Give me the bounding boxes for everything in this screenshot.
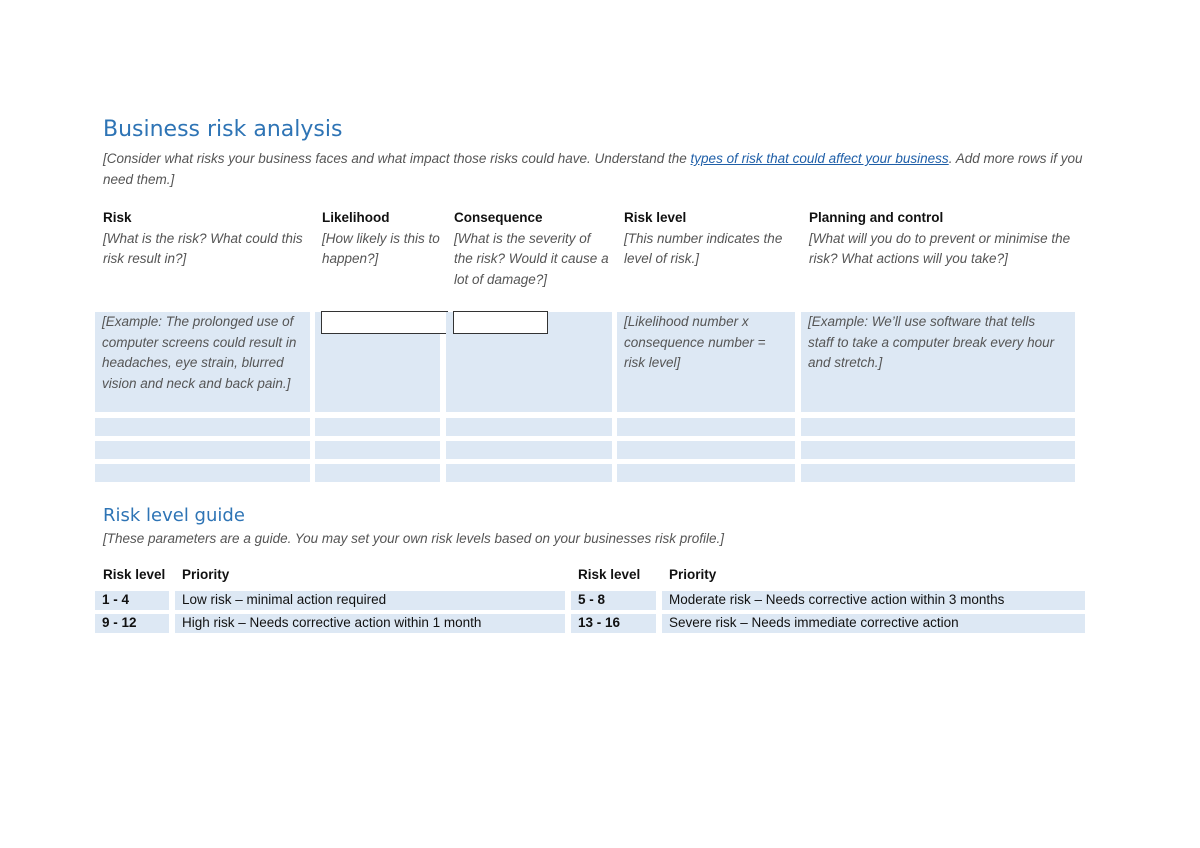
col-desc: [What will you do to prevent or minimise the risk? What actions will you take?] (809, 230, 1071, 266)
guide-header-level-left: Risk level (103, 567, 166, 582)
consequence-input[interactable] (453, 311, 548, 334)
col-header-planning (809, 208, 1074, 270)
guide-level: 13 - 16 (578, 615, 621, 630)
example-likelihood-cell[interactable] (315, 312, 440, 412)
guide-priority-cell (175, 591, 565, 610)
risk-types-link[interactable]: types of risk that could affect your business (690, 151, 949, 166)
example-risk-level-text: [Likelihood number x consequence number = risk level] (624, 314, 766, 370)
empty-cell-planning[interactable] (801, 464, 1075, 482)
guide-level-cell (95, 614, 169, 633)
empty-cell-planning[interactable] (801, 441, 1075, 459)
col-header-risk-level (624, 208, 789, 270)
guide-header-priority-left: Priority (182, 567, 230, 582)
guide-priority: Severe risk – Needs immediate corrective action (669, 615, 959, 630)
empty-cell-consequence[interactable] (446, 441, 612, 459)
empty-cell-risk[interactable] (95, 464, 310, 482)
col-desc: [This number indicates the level of risk.] (624, 230, 783, 266)
col-title: Risk (103, 210, 132, 225)
guide-title: Risk level guide (103, 505, 245, 526)
guide-level-cell (95, 591, 169, 610)
guide-intro: [These parameters are a guide. You may set your own risk levels based on your businesses risk profile.] (103, 531, 725, 546)
page-title: Business risk analysis (103, 117, 343, 142)
col-desc: [What is the risk? What could this risk result in?] (103, 230, 303, 266)
empty-cell-likelihood[interactable] (315, 418, 440, 436)
likelihood-input[interactable] (321, 311, 448, 334)
guide-priority-cell (662, 591, 1085, 610)
guide-priority: Moderate risk – Needs corrective action within 3 months (669, 592, 1005, 607)
intro-text-after: . Add more rows if you need them.] (103, 151, 1083, 187)
guide-level: 9 - 12 (102, 615, 137, 630)
example-risk-text: [Example: The prolonged use of computer screens could result in headaches, eye strain, blurred vision and neck and back pain.] (102, 314, 297, 391)
col-desc: [How likely is this to happen?] (322, 230, 440, 266)
col-header-likelihood (322, 208, 440, 270)
col-desc: [What is the severity of the risk? Would it cause a lot of damage?] (454, 230, 609, 287)
col-title: Planning and control (809, 210, 944, 225)
empty-cell-risk-level[interactable] (617, 441, 795, 459)
guide-header-priority-right: Priority (669, 567, 717, 582)
col-title: Likelihood (322, 210, 390, 225)
example-planning-text: [Example: We’ll use software that tells staff to take a computer break every hour and stretch.] (808, 314, 1055, 370)
example-consequence-cell[interactable] (446, 312, 612, 412)
guide-priority-cell (175, 614, 565, 633)
col-title: Consequence (454, 210, 543, 225)
col-title: Risk level (624, 210, 687, 225)
example-risk-level-cell[interactable] (617, 312, 795, 412)
empty-cell-planning[interactable] (801, 418, 1075, 436)
empty-cell-risk[interactable] (95, 418, 310, 436)
empty-cell-risk-level[interactable] (617, 464, 795, 482)
empty-cell-risk[interactable] (95, 441, 310, 459)
guide-level: 5 - 8 (578, 592, 606, 607)
empty-cell-likelihood[interactable] (315, 441, 440, 459)
example-risk-cell[interactable] (95, 312, 310, 412)
guide-header-level-right: Risk level (578, 567, 641, 582)
empty-cell-risk-level[interactable] (617, 418, 795, 436)
col-header-risk (103, 208, 303, 270)
empty-cell-likelihood[interactable] (315, 464, 440, 482)
guide-priority: Low risk – minimal action required (182, 592, 387, 607)
example-planning-cell[interactable] (801, 312, 1075, 412)
guide-priority-cell (662, 614, 1085, 633)
guide-priority: High risk – Needs corrective action within 1 month (182, 615, 482, 630)
empty-cell-consequence[interactable] (446, 418, 612, 436)
intro-text-before: [Consider what risks your business faces and what impact those risks could have. Understand the (103, 151, 691, 166)
empty-cell-consequence[interactable] (446, 464, 612, 482)
col-header-consequence (454, 208, 609, 290)
guide-level: 1 - 4 (102, 592, 130, 607)
guide-level-cell (571, 591, 656, 610)
intro-text (103, 149, 1103, 190)
guide-level-cell (571, 614, 656, 633)
